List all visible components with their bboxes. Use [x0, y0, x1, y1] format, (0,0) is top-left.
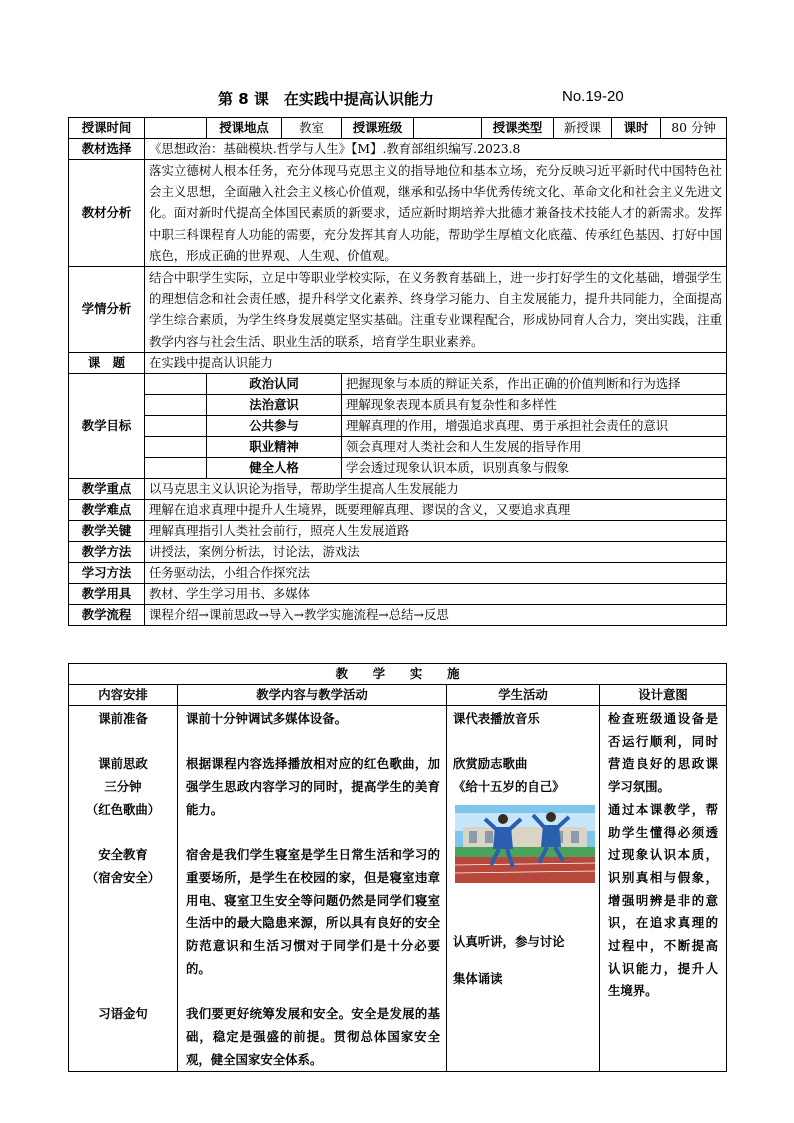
analysis-value: 落实立德树人根本任务，充分体现马克思主义的指导地位和基本立场，充分反映习近平新时代中国特色社会主义思想，全面融入社会主义核心价值观，继承和弘扬中华优秀传统文化、革命文化和社会主义先进文化。面对新时代提高全体国民素质的新要求，适应新时期培养大批德才兼备技术技能人才的新需求。发挥中职三科课程育人功能的需要，充分发挥其育人功能，帮助学生厚植文化底蕴、传承红色基因、打好中国底色，形成正确的世界观、人生观、价值观。 [145, 160, 727, 267]
goal-name: 职业精神 [207, 436, 342, 457]
crux-value: 理解真理指引人类社会前行，照亮人生发展道路 [145, 520, 727, 541]
textbook-label: 教材选择 [69, 139, 145, 160]
students-jumping-illustration [455, 805, 595, 883]
goal-name: 政治认同 [207, 373, 342, 394]
flow-label: 教学流程 [69, 604, 145, 625]
implementation-header-row [69, 685, 727, 706]
goal-name: 法治意识 [207, 394, 342, 415]
implementation-heading-row [69, 664, 727, 685]
difficult-row [69, 499, 727, 520]
students-value: 结合中职学生实际，立足中等职业学校实际，在义务教育基础上，进一步打好学生的文化基础，增强学生的理想信念和社会责任感，提升科学文化素养、终身学习能力、自主发展能力，提升共同能力，全面提高学生综合素质，为学生终身发展奠定坚实基础。注重专业课程配合，形成协同育人合力，突出实践，注重教学内容与社会生活、职业生活的联系，培育学生职业素养。 [145, 267, 727, 353]
student-activity-song-title: 《给十五岁的自己》 [453, 779, 565, 795]
activities-column [178, 706, 447, 1072]
time-value [145, 118, 207, 139]
method-row [69, 541, 727, 562]
activity-song: 根据课程内容选择播放相对应的红色歌曲，加强学生思政内容学习的同时，提高学生的美育能力。 [186, 756, 440, 817]
hours-value: 80 分钟 [661, 118, 727, 139]
header-activities: 教学内容与教学活动 [178, 685, 447, 706]
student-column [447, 706, 600, 1072]
intent-check: 检查班级通设备是否运行顺利，同时营造良好的思政课学习氛围。 [608, 711, 719, 795]
flow-row [69, 604, 727, 625]
goal-row [69, 415, 727, 436]
ideology-label-1: 课前思政 [98, 756, 148, 772]
analysis-row [69, 160, 727, 267]
flow-value: 课程介绍→课前思政→导入→教学实施流程→总结→反思 [145, 604, 727, 625]
goal-text: 学会透过现象认识本质，识别真象与假象 [342, 457, 727, 478]
student-activity-music: 课代表播放音乐 [453, 711, 540, 726]
difficult-label: 教学难点 [69, 499, 145, 520]
textbook-value: 《思想政治：基础模块.哲学与人生》【M】.教育部组织编写.2023.8 [145, 139, 727, 160]
safety-label-2: （宿舍安全） [85, 869, 161, 885]
method-value: 讲授法，案例分析法，讨论法，游戏法 [145, 541, 727, 562]
activity-prep: 课前十分钟调试多媒体设备。 [186, 711, 348, 726]
learn-row [69, 562, 727, 583]
quote-label: 习语金句 [98, 1006, 148, 1022]
learn-value: 任务驱动法，小组合作探究法 [145, 562, 727, 583]
tools-value: 教材、学生学习用书、多媒体 [145, 583, 727, 604]
crux-row [69, 520, 727, 541]
student-activity-listen: 认真听讲，参与讨论 [453, 933, 565, 949]
goal-row [69, 394, 727, 415]
ideology-label-2: 三分钟 [104, 779, 142, 795]
tools-row [69, 583, 727, 604]
document-title [0, 88, 794, 108]
implementation-body-row [69, 706, 727, 1072]
goals-label: 教学目标 [69, 373, 145, 478]
goal-row [69, 373, 727, 394]
analysis-label: 教材分析 [69, 160, 145, 267]
student-activity-read: 集体诵读 [453, 970, 503, 986]
topic-row [69, 352, 727, 373]
hours-label: 课时 [612, 118, 661, 139]
intent-goal: 通过本课教学，帮助学生懂得必须透过现象认识本质，识别真相与假象，增强明辨是非的意识，在追求真理的过程中，不断提高认识能力，提升人生境界。 [608, 801, 719, 999]
type-value: 新授课 [554, 118, 612, 139]
intent-column [600, 706, 727, 1072]
class-label: 授课班级 [342, 118, 414, 139]
class-value [414, 118, 482, 139]
key-row [69, 478, 727, 499]
goal-name: 公共参与 [207, 415, 342, 436]
type-label: 授课类型 [482, 118, 554, 139]
tools-label: 教学用具 [69, 583, 145, 604]
prep-label: 课前准备 [98, 711, 148, 726]
content-column [69, 706, 178, 1072]
key-label: 教学重点 [69, 478, 145, 499]
place-value: 教室 [282, 118, 342, 139]
header-intent: 设计意图 [600, 685, 727, 706]
implementation-heading: 教 学 实 施 [69, 664, 727, 685]
activity-safety: 宿舍是我们学生寝室是学生日常生活和学习的重要场所，是学生在校园的家，但是寝室违章用电、寝室卫生安全等问题仍然是同学们寝室生活中的最大隐患来源，所以具有良好的安全防范意识和生活习惯对于同学们是十分必要的。 [186, 847, 440, 976]
lesson-info-table [68, 117, 727, 626]
topic-label: 课 题 [69, 352, 145, 373]
topic-value: 在实践中提高认识能力 [145, 352, 727, 373]
header-content: 内容安排 [69, 685, 178, 706]
method-label: 教学方法 [69, 541, 145, 562]
student-activity-song: 欣赏励志歌曲 [453, 756, 528, 772]
header-student: 学生活动 [447, 685, 600, 706]
activity-quote: 我们要更好统筹发展和安全。安全是发展的基础，稳定是强盛的前提。贯彻总体国家安全观，健全国家安全体系。 [186, 1006, 440, 1067]
time-label: 授课时间 [69, 118, 145, 139]
textbook-row [69, 139, 727, 160]
students-row [69, 267, 727, 353]
key-value: 以马克思主义认识论为指导，帮助学生提高人生发展能力 [145, 478, 727, 499]
lesson-title: 第 8 课 在实践中提高认识能力 [218, 90, 434, 108]
ideology-label-3: （红色歌曲） [85, 801, 161, 817]
implementation-table [68, 663, 727, 1072]
info-row [69, 118, 727, 139]
place-label: 授课地点 [207, 118, 282, 139]
lesson-number: No.19-20 [562, 88, 624, 105]
difficult-value: 理解在追求真理中提升人生境界，既要理解真理、谬误的含义，又要追求真理 [145, 499, 727, 520]
safety-label-1: 安全教育 [98, 847, 148, 863]
goal-row [69, 436, 727, 457]
goal-text: 理解现象表现本质具有复杂性和多样性 [342, 394, 727, 415]
crux-label: 教学关键 [69, 520, 145, 541]
goal-name: 健全人格 [207, 457, 342, 478]
goal-text: 领会真理对人类社会和人生发展的指导作用 [342, 436, 727, 457]
goal-text: 理解真理的作用，增强追求真理、勇于承担社会责任的意识 [342, 415, 727, 436]
goal-text: 把握现象与本质的辩证关系，作出正确的价值判断和行为选择 [342, 373, 727, 394]
students-label: 学情分析 [69, 267, 145, 353]
learn-label: 学习方法 [69, 562, 145, 583]
goal-row [69, 457, 727, 478]
